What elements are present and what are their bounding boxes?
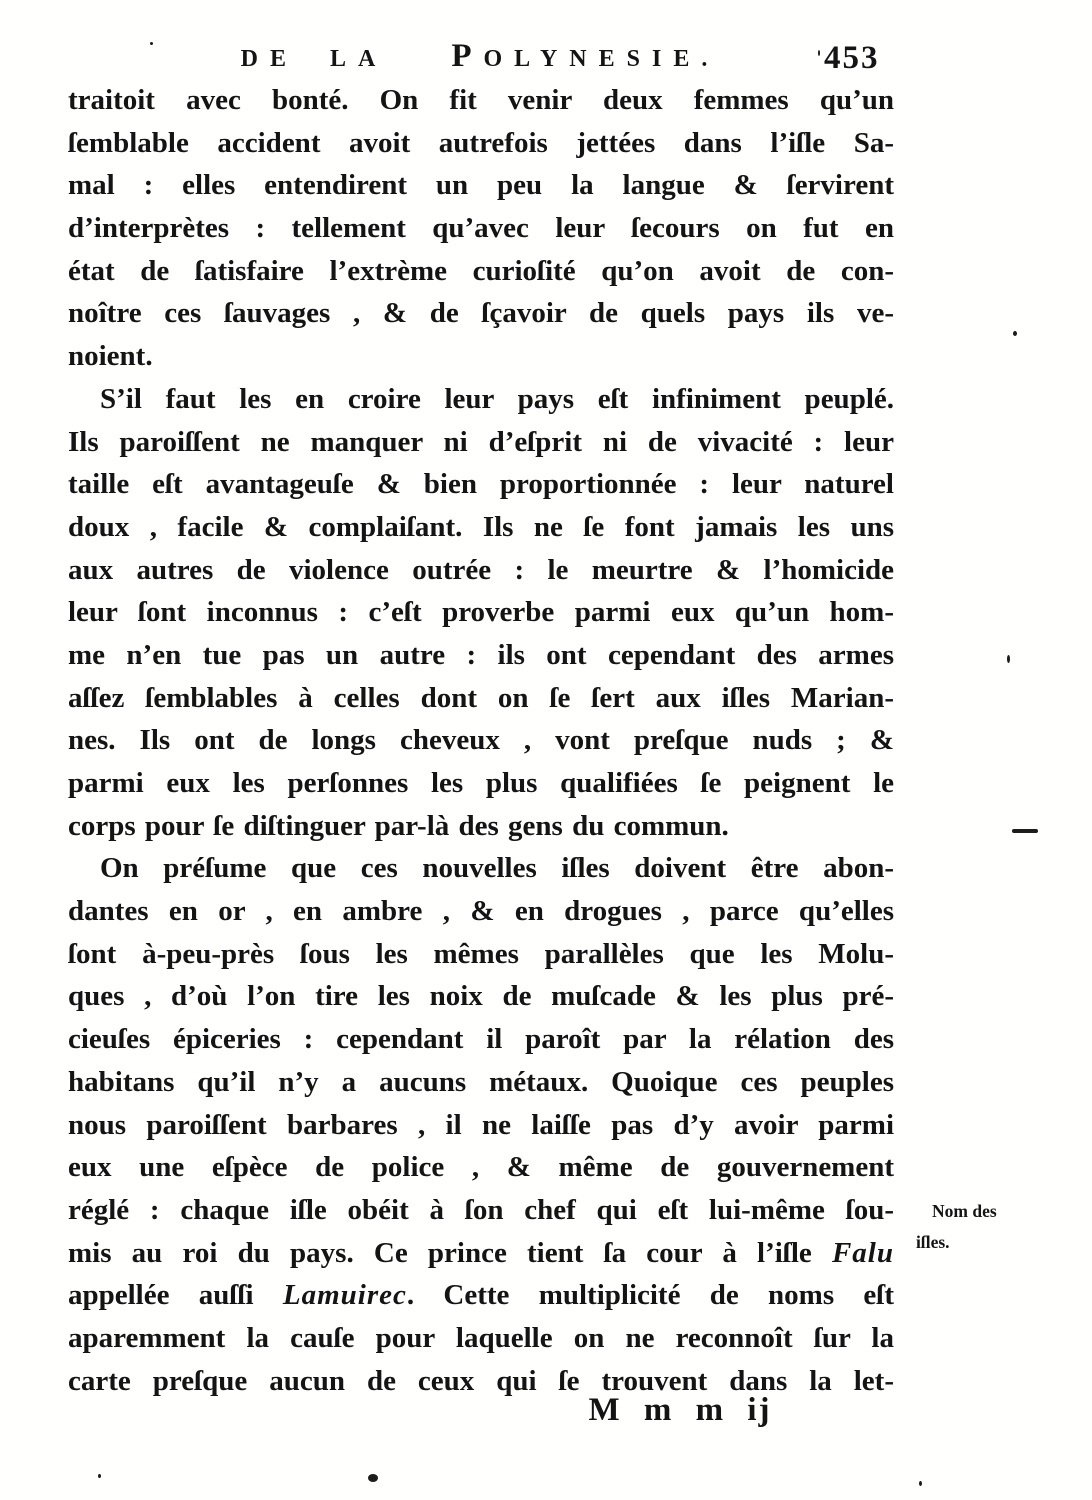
running-title-initial: P xyxy=(451,38,484,74)
text-line: état de ſatisfaire l’extrème curioſité qu’on avoit de con- xyxy=(68,254,894,287)
text-line: aux autres de violence outrée : le meurtre & l’homicide xyxy=(68,553,894,586)
text-line: mal : elles entendirent un peu la langue & ſervirent xyxy=(68,169,894,202)
scan-speck xyxy=(98,1474,101,1478)
text-line: parmi eux les perſonnes les plus qualifiées ſe peignent le xyxy=(68,767,894,799)
scan-speck xyxy=(368,1474,378,1482)
text-line: aſſez ſemblables à celles dont on ſe ſert aux iſles Marian- xyxy=(68,681,894,714)
text-line: noître ces ſauvages , & de ſçavoir de quels pays ils ve- xyxy=(68,297,894,330)
text-line: d’interprètes : tellement qu’avec leur ſecours on fut en xyxy=(68,212,894,245)
margin-note-line: iſles. xyxy=(916,1232,950,1252)
text-line: leur ſont inconnus : c’eſt proverbe parmi eux qu’un hom- xyxy=(68,596,894,629)
text-line: mis au roi du pays. Ce prince tient ſa cour à l’iſle Falu xyxy=(68,1236,894,1269)
text-line: corps pour ſe diſtinguer par-là des gens du commun. xyxy=(68,809,729,842)
running-title-small: DE LA xyxy=(240,46,388,72)
text-line: appellée auſſi Lamuirec. Cette multiplicité de noms eſt xyxy=(68,1279,894,1312)
text-line: ſemblable accident avoit autrefois jettées dans l’iſle Sa- xyxy=(68,126,894,159)
page-number: 453 xyxy=(824,40,880,76)
margin-note-line: Nom des xyxy=(932,1201,997,1221)
scan-speck xyxy=(1012,829,1038,833)
signature-mark: M m m ij xyxy=(588,1392,772,1428)
text-line: réglé : chaque iſle obéit à ſon chef qui eſt lui-même ſou- xyxy=(68,1193,894,1226)
text-line: nous paroiſſent barbares , il ne laiſſe pas d’y avoir parmi xyxy=(68,1108,894,1141)
text-line: ques , d’où l’on tire les noix de muſcade & les plus pré- xyxy=(68,980,894,1013)
scan-speck xyxy=(818,50,820,56)
text-line: me n’en tue pas un autre : ils ont cependant des armes xyxy=(68,638,894,671)
text-line: aparemment la cauſe pour laquelle on ne reconnoît ſur la xyxy=(68,1321,894,1354)
running-title-rest: OLYNESIE. xyxy=(483,46,720,72)
running-title xyxy=(150,38,810,75)
text-line: ſont à-peu-près ſous les mêmes parallèles que les Molu- xyxy=(68,937,894,970)
text-line: habitans qu’il n’y a aucuns métaux. Quoique ces peuples xyxy=(68,1065,894,1098)
text-line: S’il faut les en croire leur pays eſt infiniment peuplé. xyxy=(100,382,894,415)
text-line: noient. xyxy=(68,340,153,373)
text-line: taille eſt avantageuſe & bien proportionnée : leur naturel xyxy=(68,468,894,501)
text-line: On préſume que ces nouvelles iſles doivent être abon- xyxy=(100,852,894,885)
scan-speck xyxy=(1007,655,1010,663)
scan-speck xyxy=(1013,331,1017,336)
text-line: dantes en or , en ambre , & en drogues , parce qu’elles xyxy=(68,895,894,928)
text-line: doux , facile & complaiſant. Ils ne ſe font jamais les uns xyxy=(68,510,894,543)
text-block xyxy=(68,79,894,1402)
text-line: eux une eſpèce de police , & même de gouvernement xyxy=(68,1151,894,1184)
margin-note xyxy=(916,1196,1066,1258)
text-line: carte preſque aucun de ceux qui ſe trouvent dans la let- xyxy=(68,1364,894,1397)
text-line: traitoit avec bonté. On fit venir deux femmes qu’un xyxy=(68,84,894,116)
text-line: cieuſes épiceries : cependant il paroît par la rélation des xyxy=(68,1023,894,1056)
scan-speck xyxy=(150,42,153,45)
text-line: Ils paroiſſent ne manquer ni d’eſprit ni de vivacité : leur xyxy=(68,425,894,458)
scan-speck xyxy=(919,1481,922,1486)
text-line: nes. Ils ont de longs cheveux , vont preſque nuds ; & xyxy=(68,724,894,757)
